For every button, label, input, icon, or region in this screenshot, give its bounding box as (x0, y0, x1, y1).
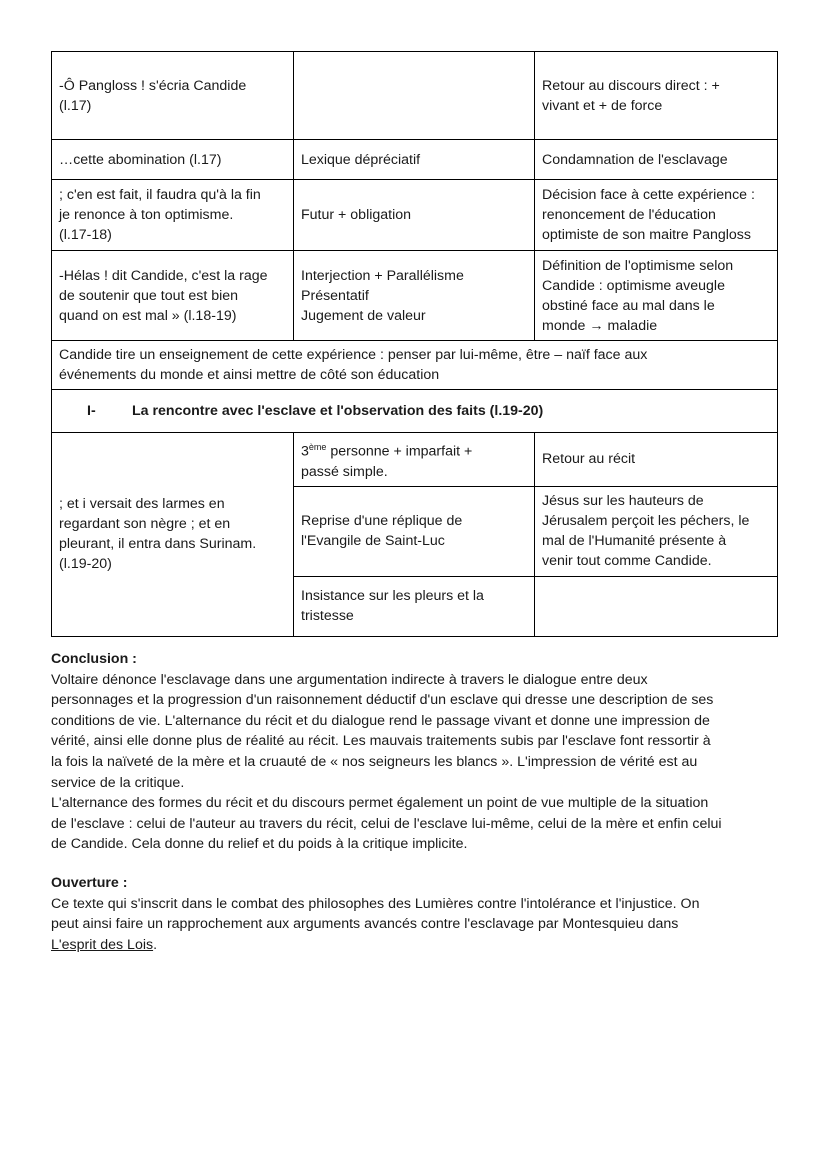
summary-cell: Candide tire un enseignement de cette expérience : penser par lui-même, être – naïf face aux événements du monde et ainsi mettre de côté son éducation (52, 341, 778, 390)
interpretation-cell: Définition de l'optimisme selon Candide : optimisme aveugle obstiné face au mal dans le monde → maladie (535, 251, 778, 341)
ouverture-section (51, 873, 781, 955)
procede-cell: Interjection + Parallélisme Présentatif Jugement de valeur (294, 251, 535, 341)
interpretation-cell: Décision face à cette expérience : renoncement de l'éducation optimiste de son maitre Pangloss (535, 180, 778, 251)
section-title: La rencontre avec l'esclave et l'observation des faits (l.19-20) (132, 403, 544, 419)
quote-cell: -Ô Pangloss ! s'écria Candide (l.17) (52, 52, 294, 140)
ouverture-title: Ouverture : (51, 875, 128, 891)
section-number: I- (87, 403, 96, 419)
paragraph-line: Voltaire dénonce l'esclavage dans une argumentation indirecte à travers le dialogue entre deux (51, 671, 648, 688)
table-row (52, 140, 778, 180)
table-row (52, 52, 778, 140)
analysis-table (51, 51, 778, 637)
paragraph-line: service de la critique. (51, 774, 185, 791)
table-row (52, 180, 778, 251)
paragraph-line: la fois la naïveté de la mère et la cruauté de « nos seigneurs les blancs ». L'impression de vérité est au (51, 753, 698, 770)
procede-cell: Reprise d'une réplique de l'Evangile de Saint-Luc (294, 486, 535, 576)
paragraph-line: conditions de vie. L'alternance du récit et du dialogue rend le passage vivant et donne une impression de (51, 712, 710, 729)
conclusion-title: Conclusion : (51, 651, 137, 667)
quote-cell: …cette abomination (l.17) (52, 140, 294, 180)
paragraph-line: peut ainsi faire un rapprochement aux arguments avancés contre l'esclavage par Montesquieu dans (51, 916, 679, 933)
interpretation-cell (535, 576, 778, 636)
section-heading-row (52, 390, 778, 433)
quote-cell: ; c'en est fait, il faudra qu'à la fin je renonce à ton optimisme. (l.17-18) (52, 180, 294, 251)
paragraph-line: L'esprit des Lois. (51, 936, 158, 953)
procede-cell (294, 52, 535, 140)
procede-cell: Lexique dépréciatif (294, 140, 535, 180)
paragraph-line: vérité, ainsi elle donne plus de réalité au récit. Les mauvais traitements subis par l'esclave font ressortir à (51, 733, 711, 750)
interpretation-cell: Condamnation de l'esclavage (535, 140, 778, 180)
interpretation-cell: Retour au discours direct : + vivant et + de force (535, 52, 778, 140)
interpretation-cell: Jésus sur les hauteurs de Jérusalem perçoit les péchers, le mal de l'Humanité présente à venir tout comme Candide. (535, 486, 778, 576)
table-row (52, 251, 778, 341)
paragraph-line: L'alternance des formes du récit et du discours permet également un point de vue multiple de la situation (51, 795, 709, 812)
section-heading-cell (52, 390, 778, 433)
paragraph-line: Ce texte qui s'inscrit dans le combat des philosophes des Lumières contre l'intolérance et l'injustice. On (51, 895, 700, 912)
table-row (52, 433, 778, 487)
interpretation-cell: Retour au récit (535, 433, 778, 487)
paragraph-line: de Candide. Cela donne du relief et du poids à la critique implicite. (51, 836, 468, 853)
book-title: L'esprit des Lois (51, 936, 154, 953)
paragraph-line: personnages et la progression d'un raisonnement déductif d'un esclave qui dresse une description de ses (51, 692, 714, 709)
procede-cell: Insistance sur les pleurs et la tristesse (294, 576, 535, 636)
procede-cell: Futur + obligation (294, 180, 535, 251)
summary-row (52, 341, 778, 390)
paragraph-line: de l'esclave : celui de l'auteur au travers du récit, celui de l'esclave lui-même, celui de la mère et enfin celui (51, 815, 722, 832)
quote-cell: ; et i versait des larmes en regardant son nègre ; et en pleurant, il entra dans Surinam. (l.19-20) (52, 433, 294, 637)
procede-cell: 3ème personne + imparfait + passé simple. (294, 433, 535, 487)
conclusion-section (51, 649, 781, 855)
quote-cell: -Hélas ! dit Candide, c'est la rage de soutenir que tout est bien quand on est mal » (l.18-19) (52, 251, 294, 341)
